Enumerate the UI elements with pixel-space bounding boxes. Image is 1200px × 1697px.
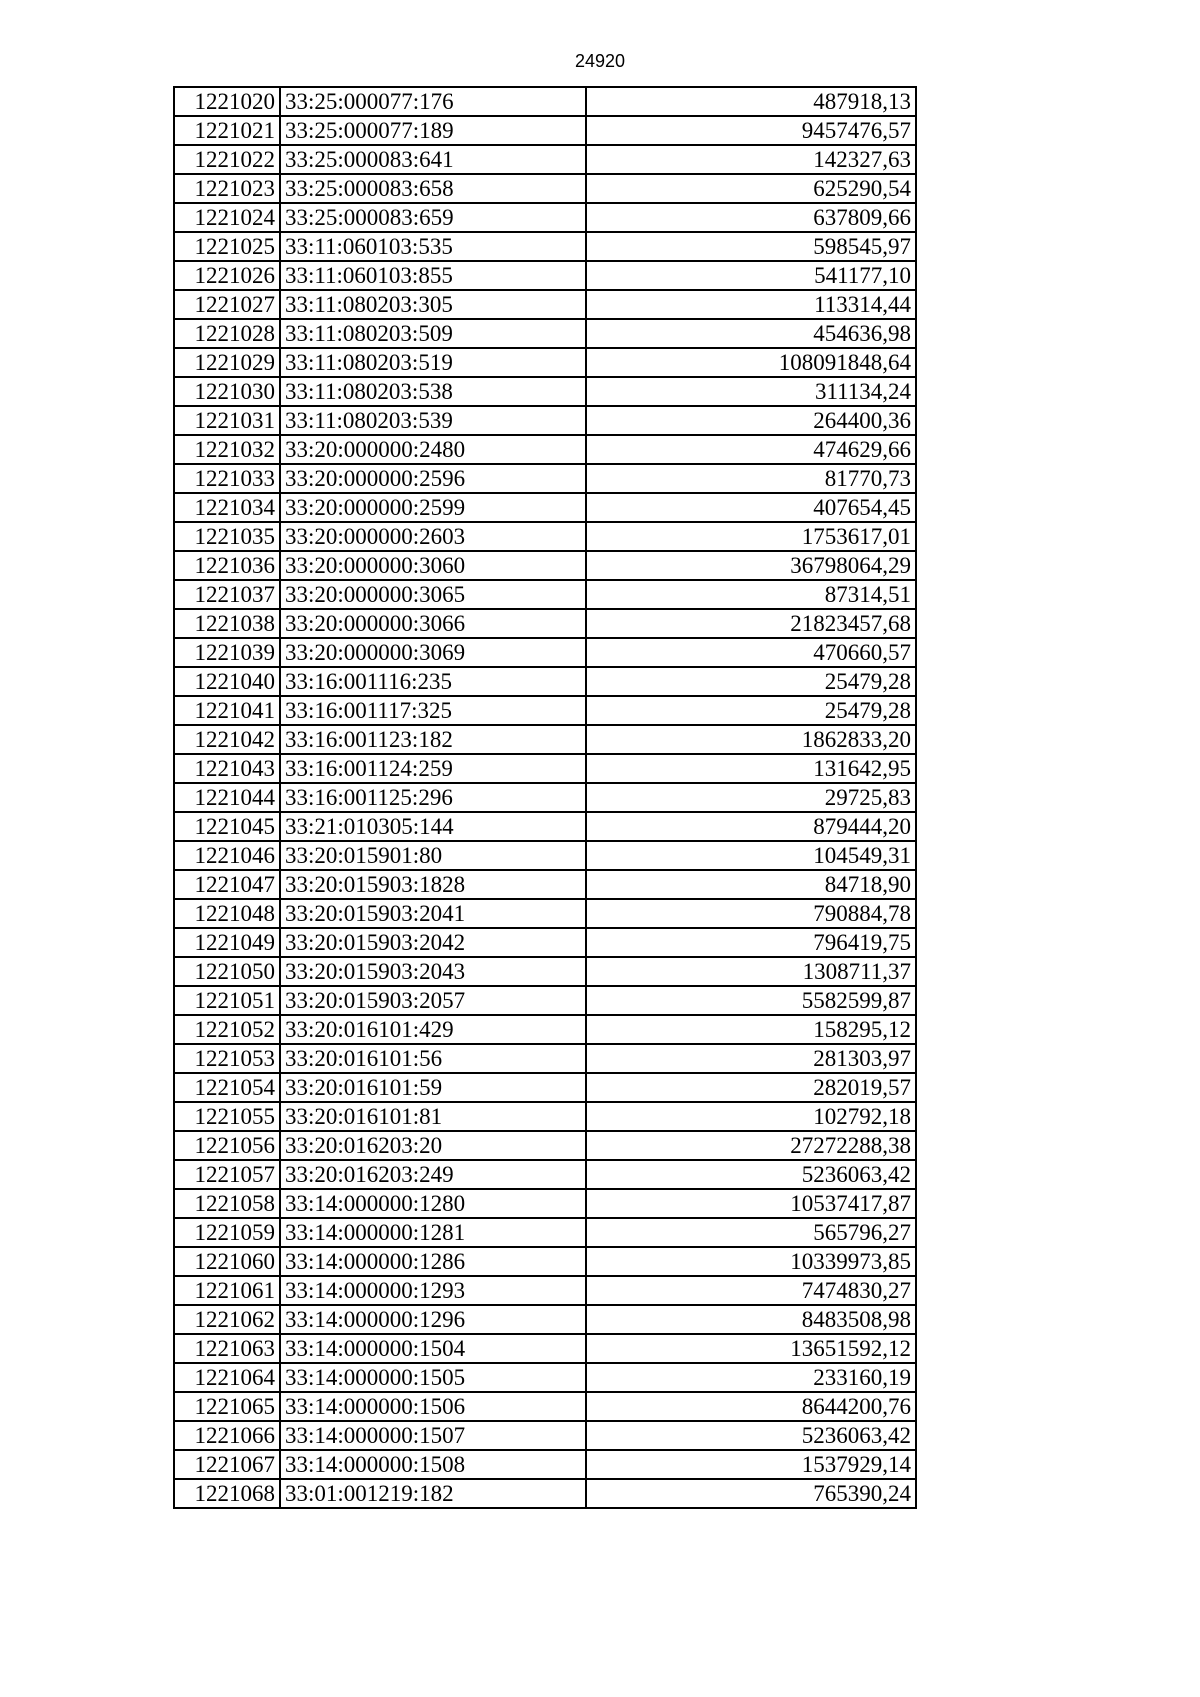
cadastral-number-cell: 33:20:016203:249 xyxy=(280,1160,586,1189)
table-row xyxy=(174,232,916,261)
cadastral-value-cell: 282019,57 xyxy=(586,1073,916,1102)
cadastral-value-cell: 598545,97 xyxy=(586,232,916,261)
row-id-cell: 1221046 xyxy=(174,841,280,870)
table-row xyxy=(174,145,916,174)
cadastral-value-cell: 5236063,42 xyxy=(586,1421,916,1450)
row-id-cell: 1221028 xyxy=(174,319,280,348)
row-id-cell: 1221067 xyxy=(174,1450,280,1479)
table-row xyxy=(174,1392,916,1421)
table-row xyxy=(174,1131,916,1160)
cadastral-number-cell: 33:11:080203:519 xyxy=(280,348,586,377)
cadastral-number-cell: 33:20:000000:2596 xyxy=(280,464,586,493)
row-id-cell: 1221059 xyxy=(174,1218,280,1247)
row-id-cell: 1221038 xyxy=(174,609,280,638)
cadastral-value-cell: 565796,27 xyxy=(586,1218,916,1247)
table-row xyxy=(174,406,916,435)
cadastral-value-cell: 625290,54 xyxy=(586,174,916,203)
cadastral-value-cell: 879444,20 xyxy=(586,812,916,841)
cadastral-number-cell: 33:20:016101:81 xyxy=(280,1102,586,1131)
table-row xyxy=(174,1450,916,1479)
row-id-cell: 1221057 xyxy=(174,1160,280,1189)
cadastral-value-cell: 21823457,68 xyxy=(586,609,916,638)
table-row xyxy=(174,1421,916,1450)
row-id-cell: 1221022 xyxy=(174,145,280,174)
table-row xyxy=(174,551,916,580)
cadastral-number-cell: 33:20:016101:59 xyxy=(280,1073,586,1102)
table-row xyxy=(174,261,916,290)
cadastral-value-cell: 29725,83 xyxy=(586,783,916,812)
cadastral-number-cell: 33:25:000077:189 xyxy=(280,116,586,145)
cadastral-value-cell: 25479,28 xyxy=(586,667,916,696)
table-row xyxy=(174,1305,916,1334)
table-row xyxy=(174,1015,916,1044)
row-id-cell: 1221024 xyxy=(174,203,280,232)
cadastral-number-cell: 33:25:000083:658 xyxy=(280,174,586,203)
cadastral-number-cell: 33:16:001123:182 xyxy=(280,725,586,754)
cadastral-value-cell: 765390,24 xyxy=(586,1479,916,1508)
cadastral-number-cell: 33:11:080203:539 xyxy=(280,406,586,435)
row-id-cell: 1221044 xyxy=(174,783,280,812)
table-row xyxy=(174,928,916,957)
cadastral-number-cell: 33:11:080203:538 xyxy=(280,377,586,406)
row-id-cell: 1221037 xyxy=(174,580,280,609)
row-id-cell: 1221042 xyxy=(174,725,280,754)
row-id-cell: 1221030 xyxy=(174,377,280,406)
table-row xyxy=(174,203,916,232)
cadastral-number-cell: 33:01:001219:182 xyxy=(280,1479,586,1508)
cadastral-value-cell: 104549,31 xyxy=(586,841,916,870)
cadastral-number-cell: 33:20:000000:3065 xyxy=(280,580,586,609)
table-row xyxy=(174,1276,916,1305)
table-row xyxy=(174,116,916,145)
row-id-cell: 1221020 xyxy=(174,87,280,116)
row-id-cell: 1221035 xyxy=(174,522,280,551)
row-id-cell: 1221025 xyxy=(174,232,280,261)
cadastral-number-cell: 33:16:001125:296 xyxy=(280,783,586,812)
cadastral-value-cell: 454636,98 xyxy=(586,319,916,348)
table-row xyxy=(174,1160,916,1189)
cadastral-value-cell: 796419,75 xyxy=(586,928,916,957)
cadastral-value-cell: 10339973,85 xyxy=(586,1247,916,1276)
cadastral-value-cell: 10537417,87 xyxy=(586,1189,916,1218)
row-id-cell: 1221054 xyxy=(174,1073,280,1102)
row-id-cell: 1221039 xyxy=(174,638,280,667)
table-row xyxy=(174,522,916,551)
cadastral-value-cell: 13651592,12 xyxy=(586,1334,916,1363)
cadastral-value-cell: 102792,18 xyxy=(586,1102,916,1131)
row-id-cell: 1221061 xyxy=(174,1276,280,1305)
cadastral-number-cell: 33:25:000077:176 xyxy=(280,87,586,116)
table-row xyxy=(174,580,916,609)
row-id-cell: 1221034 xyxy=(174,493,280,522)
row-id-cell: 1221047 xyxy=(174,870,280,899)
cadastral-value-cell: 264400,36 xyxy=(586,406,916,435)
cadastral-number-cell: 33:25:000083:641 xyxy=(280,145,586,174)
cadastral-value-cell: 113314,44 xyxy=(586,290,916,319)
cadastral-value-cell: 84718,90 xyxy=(586,870,916,899)
table-row xyxy=(174,841,916,870)
row-id-cell: 1221048 xyxy=(174,899,280,928)
cadastral-number-cell: 33:11:060103:535 xyxy=(280,232,586,261)
cadastral-value-cell: 281303,97 xyxy=(586,1044,916,1073)
cadastral-value-cell: 637809,66 xyxy=(586,203,916,232)
cadastral-value-cell: 407654,45 xyxy=(586,493,916,522)
cadastral-value-cell: 474629,66 xyxy=(586,435,916,464)
cadastral-value-cell: 8483508,98 xyxy=(586,1305,916,1334)
table-row xyxy=(174,725,916,754)
table-body xyxy=(174,87,916,1508)
cadastral-value-cell: 36798064,29 xyxy=(586,551,916,580)
cadastral-value-cell: 470660,57 xyxy=(586,638,916,667)
cadastral-value-cell: 142327,63 xyxy=(586,145,916,174)
table-row xyxy=(174,609,916,638)
cadastral-value-cell: 27272288,38 xyxy=(586,1131,916,1160)
cadastral-value-cell: 9457476,57 xyxy=(586,116,916,145)
table-row xyxy=(174,1044,916,1073)
row-id-cell: 1221050 xyxy=(174,957,280,986)
page-number: 24920 xyxy=(574,51,626,71)
cadastral-value-cell: 541177,10 xyxy=(586,261,916,290)
table-row xyxy=(174,493,916,522)
cadastral-number-cell: 33:20:000000:3060 xyxy=(280,551,586,580)
table-row xyxy=(174,1073,916,1102)
cadastral-value-cell: 233160,19 xyxy=(586,1363,916,1392)
row-id-cell: 1221026 xyxy=(174,261,280,290)
row-id-cell: 1221051 xyxy=(174,986,280,1015)
row-id-cell: 1221049 xyxy=(174,928,280,957)
cadastral-number-cell: 33:20:015903:2041 xyxy=(280,899,586,928)
table-row xyxy=(174,638,916,667)
cadastral-number-cell: 33:14:000000:1286 xyxy=(280,1247,586,1276)
cadastral-value-cell: 487918,13 xyxy=(586,87,916,116)
row-id-cell: 1221043 xyxy=(174,754,280,783)
row-id-cell: 1221056 xyxy=(174,1131,280,1160)
cadastral-value-cell: 108091848,64 xyxy=(586,348,916,377)
row-id-cell: 1221064 xyxy=(174,1363,280,1392)
cadastral-number-cell: 33:11:060103:855 xyxy=(280,261,586,290)
cadastral-number-cell: 33:20:016203:20 xyxy=(280,1131,586,1160)
cadastral-value-cell: 8644200,76 xyxy=(586,1392,916,1421)
row-id-cell: 1221065 xyxy=(174,1392,280,1421)
cadastral-number-cell: 33:16:001116:235 xyxy=(280,667,586,696)
table-row xyxy=(174,1247,916,1276)
table-row xyxy=(174,899,916,928)
table-row xyxy=(174,696,916,725)
table-row xyxy=(174,290,916,319)
cadastral-value-cell: 1862833,20 xyxy=(586,725,916,754)
cadastral-value-cell: 1537929,14 xyxy=(586,1450,916,1479)
cadastral-value-cell: 5236063,42 xyxy=(586,1160,916,1189)
cadastral-value-cell: 158295,12 xyxy=(586,1015,916,1044)
row-id-cell: 1221053 xyxy=(174,1044,280,1073)
cadastral-number-cell: 33:14:000000:1507 xyxy=(280,1421,586,1450)
table-row xyxy=(174,754,916,783)
table-row xyxy=(174,174,916,203)
table-row xyxy=(174,1189,916,1218)
cadastral-value-cell: 1308711,37 xyxy=(586,957,916,986)
cadastral-number-cell: 33:20:000000:3069 xyxy=(280,638,586,667)
table-row xyxy=(174,1218,916,1247)
cadastral-number-cell: 33:20:015903:2057 xyxy=(280,986,586,1015)
row-id-cell: 1221033 xyxy=(174,464,280,493)
cadastral-number-cell: 33:20:016101:56 xyxy=(280,1044,586,1073)
table-row xyxy=(174,1479,916,1508)
row-id-cell: 1221062 xyxy=(174,1305,280,1334)
cadastral-value-cell: 25479,28 xyxy=(586,696,916,725)
table-row xyxy=(174,957,916,986)
cadastral-number-cell: 33:14:000000:1506 xyxy=(280,1392,586,1421)
cadastral-value-cell: 790884,78 xyxy=(586,899,916,928)
row-id-cell: 1221055 xyxy=(174,1102,280,1131)
cadastral-number-cell: 33:14:000000:1508 xyxy=(280,1450,586,1479)
cadastral-value-cell: 1753617,01 xyxy=(586,522,916,551)
cadastral-value-cell: 131642,95 xyxy=(586,754,916,783)
table-row xyxy=(174,1334,916,1363)
cadastral-value-cell: 311134,24 xyxy=(586,377,916,406)
table-row xyxy=(174,87,916,116)
table-row xyxy=(174,1102,916,1131)
table-row xyxy=(174,667,916,696)
row-id-cell: 1221041 xyxy=(174,696,280,725)
row-id-cell: 1221052 xyxy=(174,1015,280,1044)
row-id-cell: 1221063 xyxy=(174,1334,280,1363)
table-row xyxy=(174,435,916,464)
row-id-cell: 1221027 xyxy=(174,290,280,319)
cadastral-value-cell: 5582599,87 xyxy=(586,986,916,1015)
cadastral-number-cell: 33:11:080203:305 xyxy=(280,290,586,319)
cadastral-value-cell: 7474830,27 xyxy=(586,1276,916,1305)
table-row xyxy=(174,1363,916,1392)
row-id-cell: 1221058 xyxy=(174,1189,280,1218)
cadastral-number-cell: 33:14:000000:1281 xyxy=(280,1218,586,1247)
cadastral-number-cell: 33:20:000000:2480 xyxy=(280,435,586,464)
cadastral-number-cell: 33:20:015903:1828 xyxy=(280,870,586,899)
row-id-cell: 1221045 xyxy=(174,812,280,841)
table-row xyxy=(174,783,916,812)
table-row xyxy=(174,812,916,841)
cadastral-value-table xyxy=(173,86,917,1509)
row-id-cell: 1221021 xyxy=(174,116,280,145)
row-id-cell: 1221032 xyxy=(174,435,280,464)
table-row xyxy=(174,464,916,493)
row-id-cell: 1221068 xyxy=(174,1479,280,1508)
cadastral-number-cell: 33:16:001117:325 xyxy=(280,696,586,725)
cadastral-value-cell: 87314,51 xyxy=(586,580,916,609)
table-row xyxy=(174,870,916,899)
table-row xyxy=(174,348,916,377)
cadastral-number-cell: 33:20:016101:429 xyxy=(280,1015,586,1044)
cadastral-number-cell: 33:20:000000:2603 xyxy=(280,522,586,551)
cadastral-number-cell: 33:14:000000:1296 xyxy=(280,1305,586,1334)
cadastral-number-cell: 33:20:000000:2599 xyxy=(280,493,586,522)
table-row xyxy=(174,319,916,348)
cadastral-number-cell: 33:11:080203:509 xyxy=(280,319,586,348)
cadastral-number-cell: 33:20:000000:3066 xyxy=(280,609,586,638)
row-id-cell: 1221066 xyxy=(174,1421,280,1450)
cadastral-number-cell: 33:25:000083:659 xyxy=(280,203,586,232)
row-id-cell: 1221040 xyxy=(174,667,280,696)
table-row xyxy=(174,377,916,406)
row-id-cell: 1221023 xyxy=(174,174,280,203)
row-id-cell: 1221031 xyxy=(174,406,280,435)
cadastral-number-cell: 33:21:010305:144 xyxy=(280,812,586,841)
row-id-cell: 1221060 xyxy=(174,1247,280,1276)
row-id-cell: 1221029 xyxy=(174,348,280,377)
row-id-cell: 1221036 xyxy=(174,551,280,580)
cadastral-number-cell: 33:20:015903:2043 xyxy=(280,957,586,986)
cadastral-number-cell: 33:14:000000:1505 xyxy=(280,1363,586,1392)
cadastral-value-cell: 81770,73 xyxy=(586,464,916,493)
cadastral-number-cell: 33:20:015901:80 xyxy=(280,841,586,870)
cadastral-number-cell: 33:14:000000:1504 xyxy=(280,1334,586,1363)
cadastral-number-cell: 33:16:001124:259 xyxy=(280,754,586,783)
cadastral-number-cell: 33:20:015903:2042 xyxy=(280,928,586,957)
cadastral-number-cell: 33:14:000000:1293 xyxy=(280,1276,586,1305)
table-row xyxy=(174,986,916,1015)
cadastral-number-cell: 33:14:000000:1280 xyxy=(280,1189,586,1218)
